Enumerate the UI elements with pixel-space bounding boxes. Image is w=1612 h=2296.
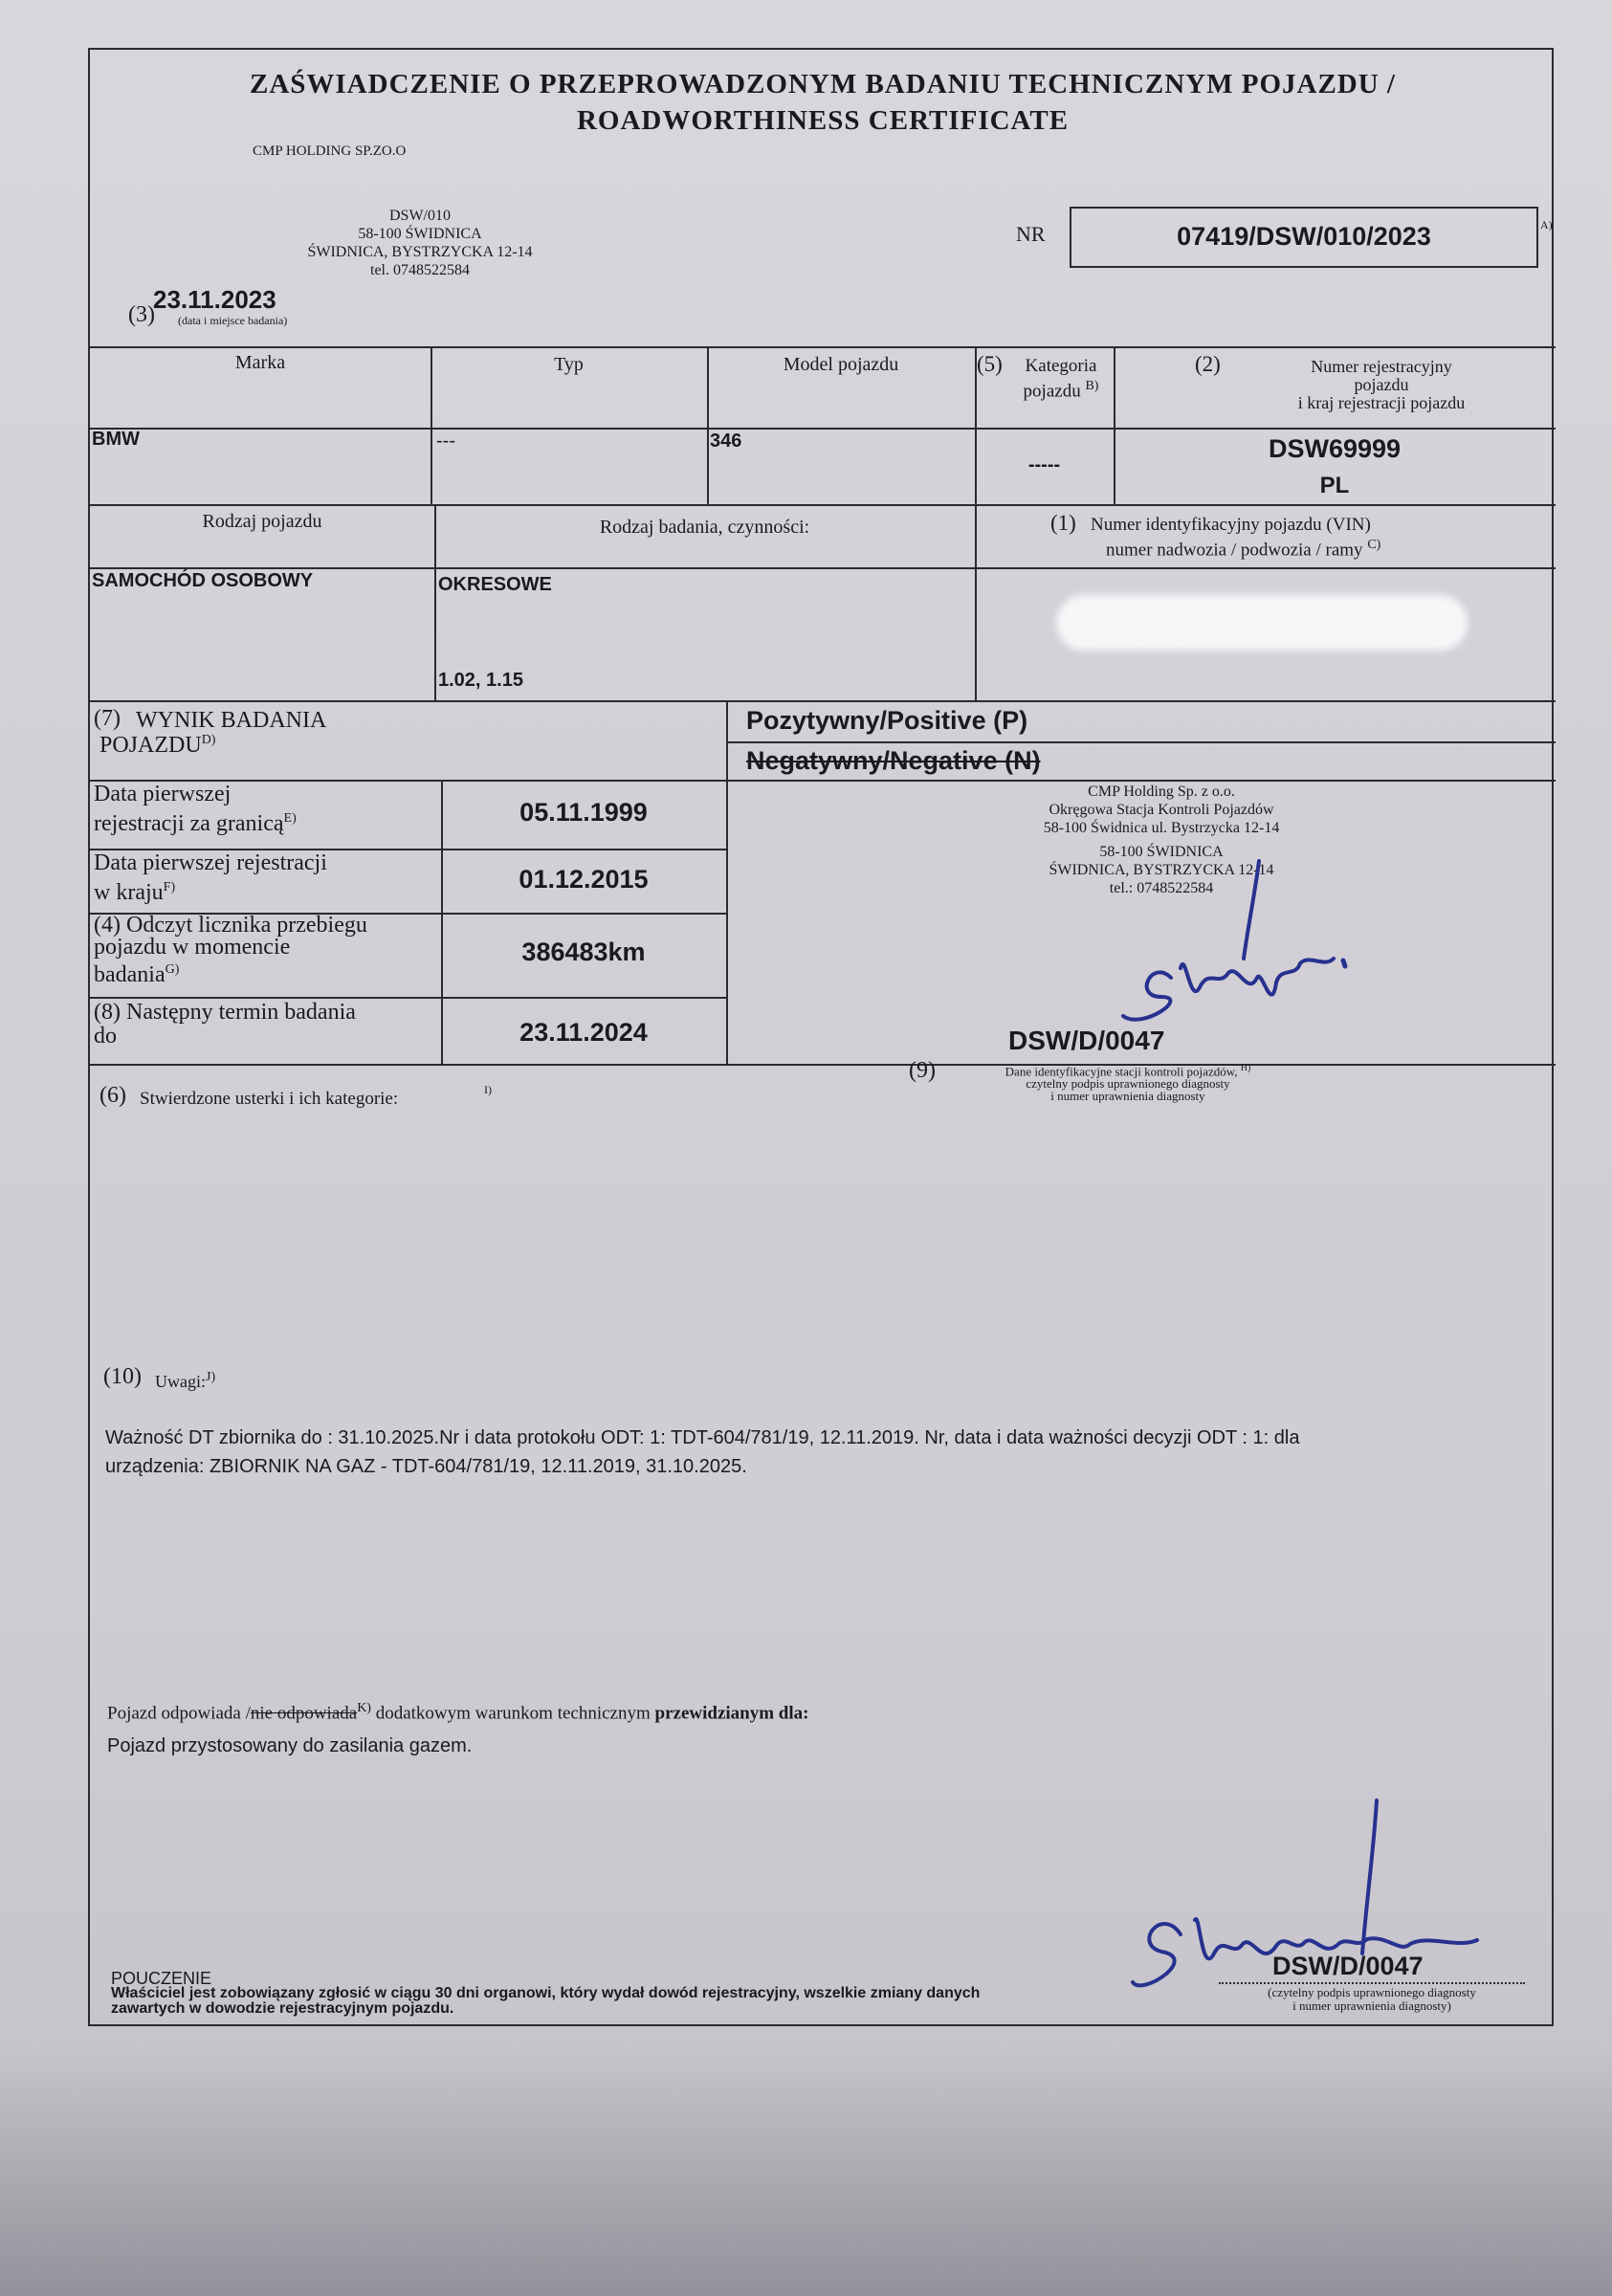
- next-inspection-value: 23.11.2024: [519, 1018, 648, 1047]
- next-inspection-label: (8) Następny termin badania do: [94, 1000, 356, 1049]
- company-name: CMP HOLDING SP.ZO.O: [253, 144, 407, 159]
- usterki-footnote: I): [484, 1083, 492, 1096]
- certificate-page: [88, 48, 1554, 2026]
- wynik-field-number: (7): [94, 706, 121, 731]
- result-positive: Pozytywny/Positive (P): [746, 706, 1028, 735]
- registration-country: PL: [1319, 473, 1350, 498]
- station-phone: tel. 0748522584: [370, 262, 470, 278]
- rej-label-line2: pojazdu: [1354, 375, 1409, 394]
- vin-label-line1: Numer identyfikacyjny pojazdu (VIN): [1091, 515, 1371, 535]
- diagnostician-id: DSW/D/0047: [1008, 1026, 1165, 1055]
- signature-stamp: [1104, 853, 1515, 1035]
- nr-label: NR: [1016, 222, 1046, 246]
- box9-caption: Dane identyfikacyjne stacji kontroli pojazdów, $^{H)}$ czytelny podpis uprawnionego diagnosty i numer uprawnienia diagnosty: [1005, 1063, 1251, 1104]
- czynnosci-value: 1.02, 1.15: [438, 670, 523, 691]
- first-registration-country-label: Data pierwszej rejestracji w kraju$^{F)}$: [94, 850, 327, 905]
- marka-label: Marka: [234, 352, 286, 373]
- additional-conditions-value: Pojazd przystosowany do zasilania gazem.: [107, 1735, 473, 1756]
- signature-line: [1219, 1982, 1525, 1984]
- additional-conditions: Pojazd odpowiada /nie odpowiada$^{K)}$ dodatkowym warunkom technicznym przewidzianym dla:: [107, 1701, 809, 1724]
- date-field-number: (3): [128, 302, 155, 327]
- model-label: Model pojazdu: [783, 354, 899, 375]
- date-caption: (data i miejsce badania): [178, 314, 288, 327]
- uwagi-field-number: (10): [103, 1364, 142, 1389]
- footer-caption: (czytelny podpis uprawnionego diagnosty i numer uprawnienia diagnosty): [1268, 1985, 1476, 2013]
- usterki-label: Stwierdzone usterki i ich kategorie:: [140, 1089, 399, 1109]
- station-stamp: CMP Holding Sp. z o.o. Okręgowa Stacja Kontroli Pojazdów 58-100 Świdnica ul. Bystrzycka 12-14 58-100 ŚWIDNICA ŚWIDNICA, BYSTRZYCKA 12-14 tel.: 0748522584: [1043, 784, 1280, 896]
- certificate-number: 07419/DSW/010/2023: [1177, 222, 1431, 251]
- inspection-date: 23.11.2023: [153, 285, 276, 314]
- registration-number: DSW69999: [1268, 434, 1402, 463]
- vin-field-number: (1): [1050, 511, 1076, 535]
- rej-field-number: (2): [1195, 352, 1221, 376]
- vin-label-line2: numer nadwozia / podwozia / ramy $^{C)}$: [1106, 538, 1381, 561]
- title-line-1: ZAŚWIADCZENIE O PRZEPROWADZONYM BADANIU TECHNICZNYM POJAZDU /: [249, 69, 1396, 99]
- typ-label: Typ: [554, 354, 584, 375]
- first-registration-country-value: 01.12.2015: [519, 865, 649, 894]
- wynik-label-line1: WYNIK BADANIA: [136, 708, 327, 733]
- pouczenie-title: POUCZENIE: [111, 1969, 212, 1988]
- kategoria-label-line1: Kategoria: [1025, 356, 1097, 376]
- rodzaj-pojazdu-label: Rodzaj pojazdu: [202, 511, 322, 532]
- model-value: 346: [710, 430, 742, 452]
- title-line-2: ROADWORTHINESS CERTIFICATE: [576, 105, 1070, 136]
- station-code: DSW/010: [389, 208, 451, 224]
- station-address-block: [276, 207, 563, 279]
- station-address: ŚWIDNICA, BYSTRZYCKA 12-14: [307, 244, 533, 260]
- wynik-label-line2: $POJAZDU^{D)}$: [99, 733, 216, 758]
- kategoria-label-line2: pojazdu $^{B)}$: [1023, 379, 1099, 402]
- rodzaj-badania-value: OKRESOWE: [438, 574, 552, 595]
- uwagi-text: Ważność DT zbiornika do : 31.10.2025.Nr i data protokołu ODT: 1: TDT-604/781/19, 12.11.2019. Nr, data i data ważności decyzji ODT : 1: dla urządzenia: ZBIORNIK NA GAZ - TDT-604/781/19, 12.11.2019, 31.10.2025.: [105, 1427, 1300, 1477]
- rodzaj-badania-label: Rodzaj badania, czynności:: [599, 517, 810, 538]
- first-registration-abroad-label: Data pierwszej rejestracji za granicą$^{E)}$: [94, 782, 297, 836]
- kategoria-field-number: (5): [977, 352, 1003, 376]
- rej-label-line3: i kraj rejestracji pojazdu: [1297, 393, 1466, 412]
- box9-number: (9): [909, 1058, 936, 1083]
- typ-value: ---: [436, 430, 455, 452]
- marka-value: BMW: [92, 429, 140, 450]
- footer-diagnostician-id: DSW/D/0047: [1272, 1952, 1424, 1980]
- kategoria-label: [1008, 356, 1114, 401]
- odometer-value: 386483km: [521, 938, 646, 966]
- station-city: 58-100 ŚWIDNICA: [358, 226, 482, 242]
- kategoria-value: -----: [1027, 454, 1061, 475]
- vin-redacted: [1056, 595, 1468, 651]
- uwagi-label: Uwagi:$^{J)}$: [155, 1370, 216, 1391]
- rej-label: [1200, 358, 1563, 412]
- pouczenie-text: Właściciel jest zobowiązany zgłosić w ciągu 30 dni organowi, który wydał dowód rejestracyjny, wszelkie zmiany danych zawartych w dowodzie rejestracyjnym pojazdu.: [111, 1985, 981, 2017]
- usterki-field-number: (6): [99, 1083, 126, 1108]
- rej-label-line1: Numer rejestracyjny: [1311, 357, 1452, 376]
- nr-footnote: A): [1540, 218, 1553, 232]
- table-shadow: [0, 2047, 1612, 2296]
- rodzaj-pojazdu-value: SAMOCHÓD OSOBOWY: [92, 570, 314, 591]
- odometer-label: (4) Odczyt licznika przebiegu pojazdu w momencie badania$^{G)}$: [94, 913, 367, 987]
- result-negative: Negatywny/Negative (N): [746, 746, 1041, 775]
- first-registration-abroad-value: 05.11.1999: [519, 798, 648, 827]
